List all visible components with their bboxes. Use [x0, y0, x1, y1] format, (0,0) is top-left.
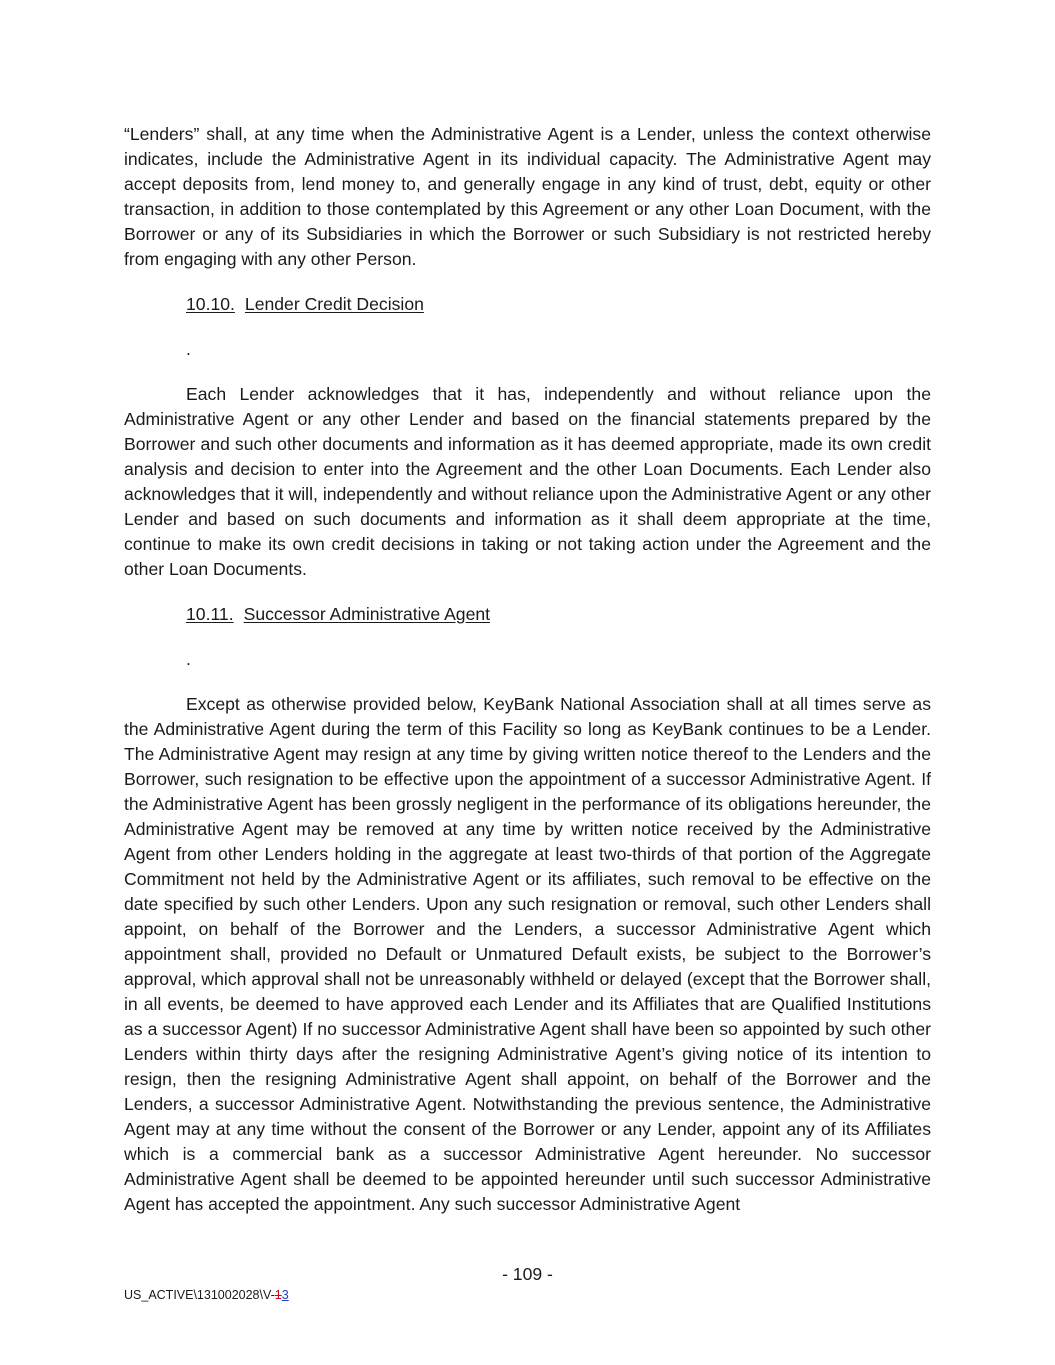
document-body	[124, 122, 931, 1217]
paragraph-credit-decision: Each Lender acknowledges that it has, independently and without reliance upon the Administrative Agent or any other Lender and based on the financial statements prepared by the Borrower and such other documents and information as it has deemed appropriate, made its own credit analysis and decision to enter into the Agreement and the other Loan Documents. Each Lender also acknowledges that it will, independently and without reliance upon the Administrative Agent or any other Lender and based on such documents and information as it shall deem appropriate at the time, continue to make its own credit decisions in taking or not taking action under the Agreement and the other Loan Documents.	[124, 384, 931, 579]
paragraph-lenders-definition: “Lenders” shall, at any time when the Administrative Agent is a Lender, unless the context otherwise indicates, include the Administrative Agent in its individual capacity. The Administrative Agent may accept deposits from, lend money to, and generally engage in any kind of trust, debt, equity or other transaction, in addition to those contemplated by this Agreement or any other Loan Document, with the Borrower or any of its Subsidiaries in which the Borrower or such Subsidiary is not restricted hereby from engaging with any other Person.	[124, 124, 931, 269]
section-title: Lender Credit Decision	[244, 294, 424, 314]
paragraph-successor-agent: Except as otherwise provided below, KeyBank National Association shall at all times serve as the Administrative Agent during the term of this Facility so long as KeyBank continues to be a Lender. The Administrative Agent may resign at any time by giving written notice thereof to the Lenders and the Borrower, such resignation to be effective upon the appointment of a successor Administrative Agent. If the Administrative Agent has been grossly negligent in the performance of its obligations hereunder, the Administrative Agent may be removed at any time by written notice received by the Administrative Agent from other Lenders holding in the aggregate at least two-thirds of that portion of the Aggregate Commitment not held by the Administrative Agent or its affiliates, such removal to be effective on the date specified by such other Lenders. Upon any such resignation or removal, such other Lenders shall appoint, on behalf of the Borrower and the Lenders, a successor Administrative Agent which appointment shall, provided no Default or Unmatured Default exists, be subject to the Borrower’s approval, which approval shall not be unreasonably withheld or delayed (except that the Borrower shall, in all events, be deemed to have approved each Lender and its Affiliates that are Qualified Institutions as a successor Agent) If no successor Administrative Agent shall have been so appointed by such other Lenders within thirty days after the resigning Administrative Agent’s giving notice of its intention to resign, then the resigning Administrative Agent shall appoint, on behalf of the Borrower and the Lenders, a successor Administrative Agent. Notwithstanding the previous sentence, the Administrative Agent may at any time without the consent of the Borrower or any Lender, appoint any of its Affiliates which is a commercial bank as a successor Administrative Agent hereunder. No successor Administrative Agent shall be deemed to be appointed hereunder until such successor Administrative Agent has accepted the appointment. Any such successor Administrative Agent	[124, 694, 931, 1214]
section-title: Successor Administrative Agent	[243, 604, 491, 624]
section-heading-10-10	[124, 292, 931, 317]
document-id	[124, 1287, 289, 1303]
section-heading-10-11	[124, 602, 931, 627]
page-number: - 109 -	[502, 1264, 553, 1284]
version-inserted: 3	[281, 1288, 289, 1302]
section-dot: .	[186, 649, 191, 669]
version-deleted: 1	[274, 1288, 282, 1302]
section-dot: .	[186, 339, 191, 359]
document-id-prefix: US_ACTIVE\131002028\V-	[124, 1288, 275, 1302]
section-number: 10.10.	[186, 294, 235, 314]
section-number: 10.11.	[186, 604, 234, 624]
